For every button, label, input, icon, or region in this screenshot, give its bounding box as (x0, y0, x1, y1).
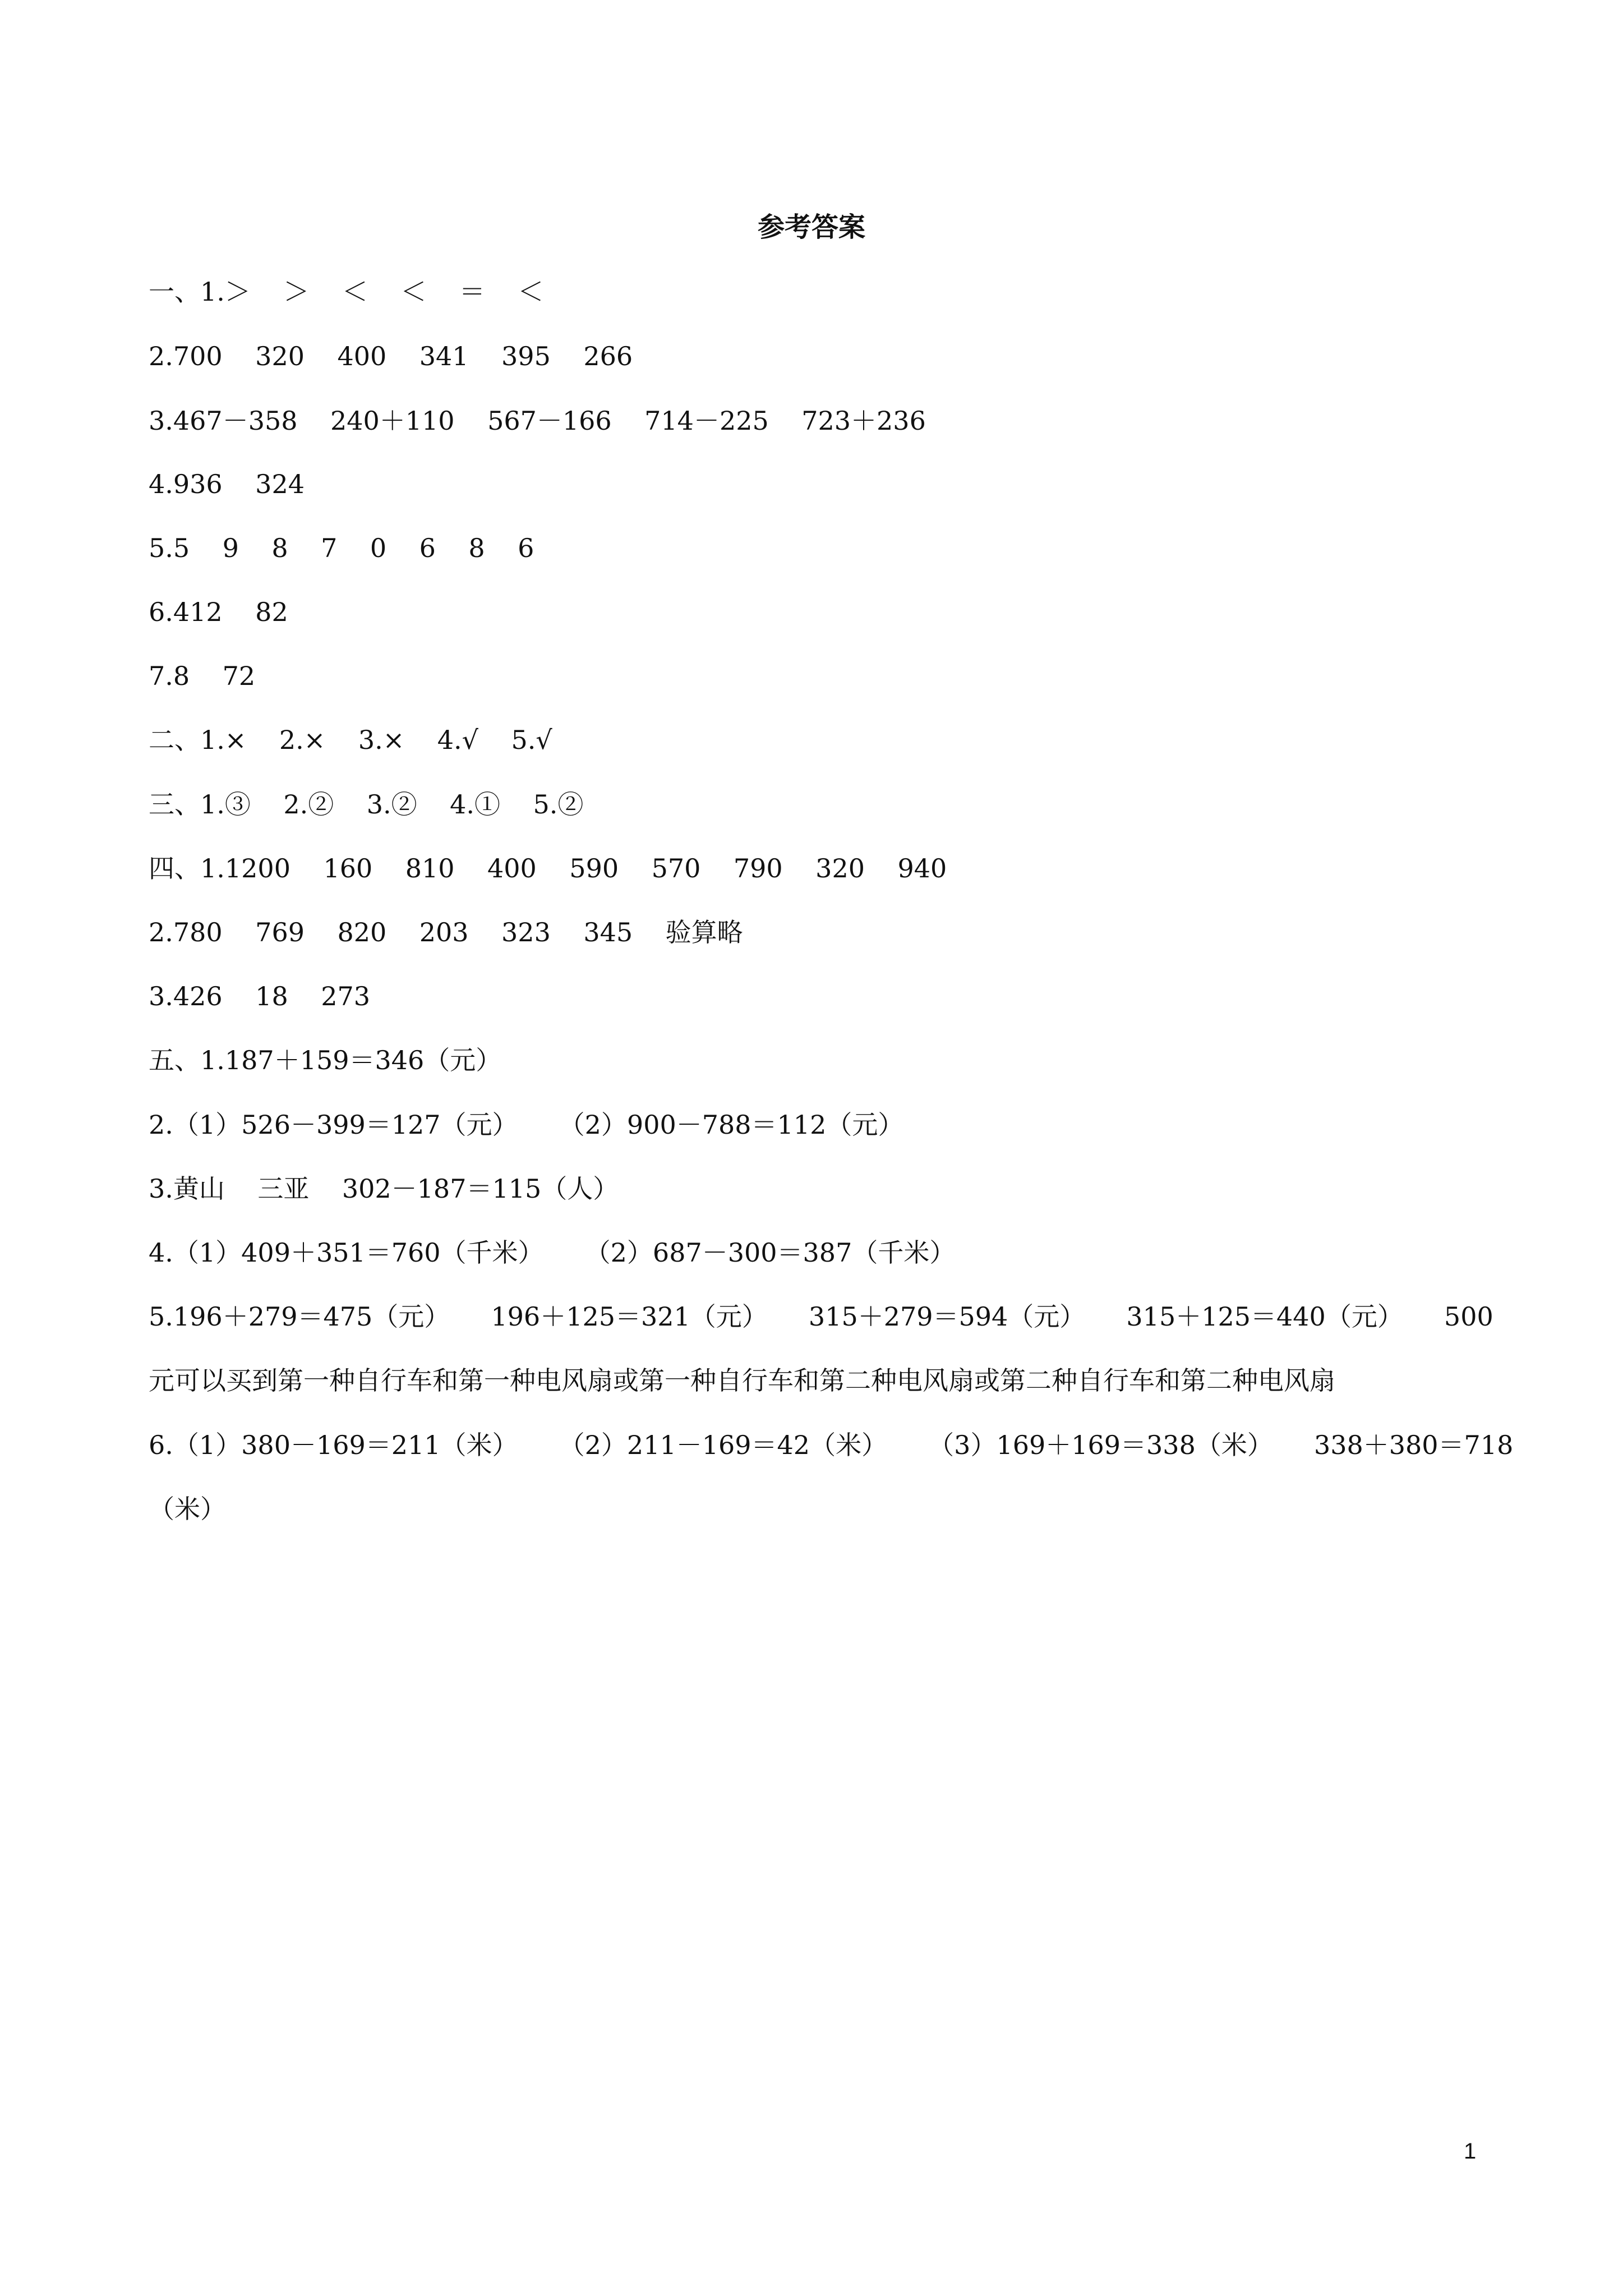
answer-line: 4.936 324 (149, 469, 305, 499)
answer-line: 6.（1）380－169＝211（米） （2）211－169＝42（米） （3）169＋169＝338（米） 338＋380＝718 (149, 1430, 1514, 1460)
answer-line: 6.412 82 (149, 597, 288, 627)
answer-line: 7.8 72 (149, 661, 256, 691)
answer-line: 3.黄山 三亚 302－187＝115（人） (149, 1174, 619, 1204)
answer-line: 二、1.× 2.× 3.× 4.√ 5.√ (149, 725, 552, 755)
answer-line: 5.196＋279＝475（元） 196＋125＝321（元） 315＋279＝594（元） 315＋125＝440（元） 500 (149, 1301, 1493, 1332)
page-title: 参考答案 (757, 211, 865, 243)
answer-line: 三、1.③ 2.② 3.② 4.① 5.② (149, 789, 584, 820)
answer-line: 2.（1）526－399＝127（元） （2）900－788＝112（元） (149, 1110, 904, 1140)
answer-line: 3.426 18 273 (149, 981, 370, 1011)
answer-line: （米） (149, 1494, 226, 1524)
answer-line: 四、1.1200 160 810 400 590 570 790 320 940 (149, 853, 947, 884)
answer-line: 5.5 9 8 7 0 6 8 6 (149, 533, 534, 563)
answer-line: 3.467－358 240＋110 567－166 714－225 723＋236 (149, 406, 926, 436)
answer-line: 2.780 769 820 203 323 345 验算略 (149, 917, 743, 947)
answer-line: 一、1.＞ ＞ ＜ ＜ ＝ ＜ (149, 277, 544, 307)
answer-line: 2.700 320 400 341 395 266 (149, 341, 633, 371)
answer-line: 4.（1）409＋351＝760（千米） （2）687－300＝387（千米） (149, 1237, 956, 1268)
page-number: 1 (1464, 2139, 1477, 2164)
answer-line: 五、1.187＋159＝346（元） (149, 1045, 502, 1075)
answer-line: 元可以买到第一种自行车和第一种电风扇或第一种自行车和第二种电风扇或第二种自行车和第二种电风扇 (149, 1365, 1335, 1396)
